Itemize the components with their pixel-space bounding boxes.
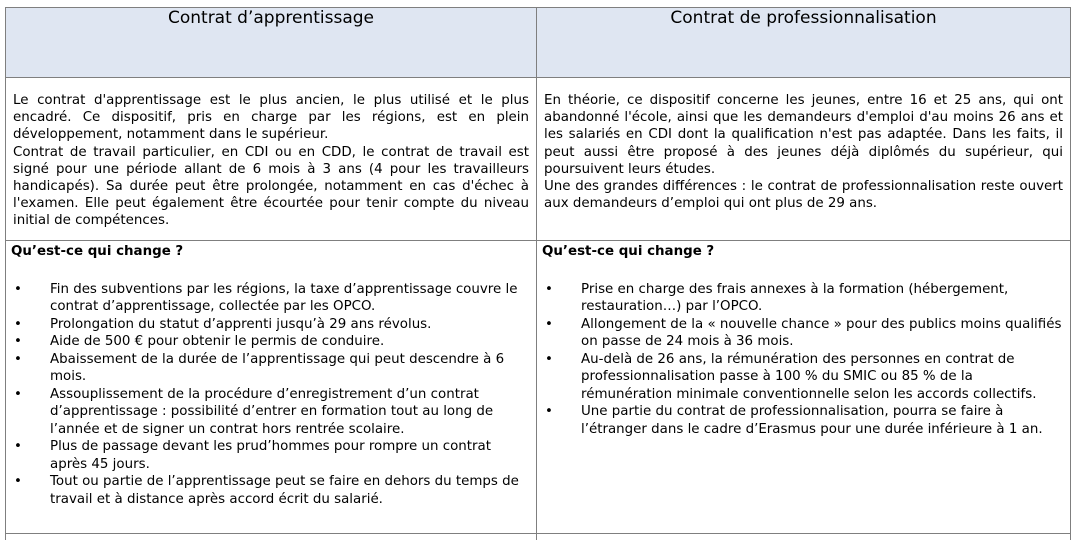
changes-apprentissage <box>6 241 537 534</box>
empty-cell <box>6 534 537 541</box>
list-item: • Abaissement de la durée de l’apprentissage qui peut descendre à 6 mois. <box>11 351 529 386</box>
changes-heading: Qu’est-ce qui change ? <box>542 244 715 259</box>
list-item: • Fin des subventions par les régions, la taxe d’apprentissage couvre le contrat d’apprentissage, collectée par les OPCO. <box>11 281 529 316</box>
changes-heading: Qu’est-ce qui change ? <box>11 244 184 259</box>
list-item: • Allongement de la « nouvelle chance » pour des publics moins qualifiés on passe de 24 mois à 36 mois. <box>542 316 1063 351</box>
list-item: • Prise en charge des frais annexes à la formation (hébergement, restauration…) par l’OPCO. <box>542 281 1063 316</box>
list-item: • Aide de 500 € pour obtenir le permis de conduire. <box>11 333 529 351</box>
trailing-row <box>6 534 1071 541</box>
list-item: • Prolongation du statut d’apprenti jusqu’à 29 ans révolus. <box>11 316 529 334</box>
description-professionnalisation <box>537 78 1071 241</box>
list-item: • Au-delà de 26 ans, la rémunération des personnes en contrat de professionnalisation passe à 100 % du SMIC ou 85 % de la rémunération minimale conventionnelle selon les accords collectifs. <box>542 351 1063 404</box>
changes-professionnalisation <box>537 241 1071 534</box>
description-row <box>6 78 1071 241</box>
changes-list <box>11 281 529 509</box>
list-item: • Plus de passage devant les prud’hommes pour rompre un contrat après 45 jours. <box>11 438 529 473</box>
list-item: • Tout ou partie de l’apprentissage peut se faire en dehors du temps de travail et à distance après accord écrit du salarié. <box>11 473 529 508</box>
paragraph: Contrat de travail particulier, en CDI ou en CDD, le contrat de travail est signé pour une période allant de 6 mois à 3 ans (4 pour les travailleurs handicapés). Sa durée peut être prolongée, notamment en cas d'échec à l'examen. Elle peut également être écourtée pour tenir compte du niveau initial de compétences. <box>13 144 529 229</box>
empty-cell <box>537 534 1071 541</box>
column-title-professionnalisation: Contrat de professionnalisation <box>537 8 1071 78</box>
header-row <box>6 8 1071 78</box>
changes-list <box>542 281 1063 439</box>
paragraph: Le contrat d'apprentissage est le plus ancien, le plus utilisé et le plus encadré. Ce dispositif, pris en charge par les régions, est en plein développement, notamment dans le supérieur. <box>13 93 529 143</box>
paragraph: Une des grandes différences : le contrat de professionnalisation reste ouvert aux demandeurs d’emploi qui ont plus de 29 ans. <box>544 179 1063 212</box>
comparison-table <box>5 7 1071 540</box>
column-title-apprentissage: Contrat d’apprentissage <box>6 8 537 78</box>
changes-row <box>6 241 1071 534</box>
list-item: • Assouplissement de la procédure d’enregistrement d’un contrat d’apprentissage : possibilité d’entrer en formation tout au long de l’année et de signer un contrat hors rentrée scolaire. <box>11 386 529 439</box>
paragraph: En théorie, ce dispositif concerne les jeunes, entre 16 et 25 ans, qui ont abandonné l'école, ainsi que les demandeurs d'emploi d'au moins 26 ans et les salariés en CDI dont la qualification n'est pas adaptée. Dans les faits, il peut aussi être proposé à des jeunes déjà diplômés du supérieur, qui poursuivent leurs études. <box>544 93 1063 177</box>
description-apprentissage <box>6 78 537 241</box>
list-item: • Une partie du contrat de professionnalisation, pourra se faire à l’étranger dans le cadre d’Erasmus pour une durée inférieure à 1 an. <box>542 403 1063 438</box>
